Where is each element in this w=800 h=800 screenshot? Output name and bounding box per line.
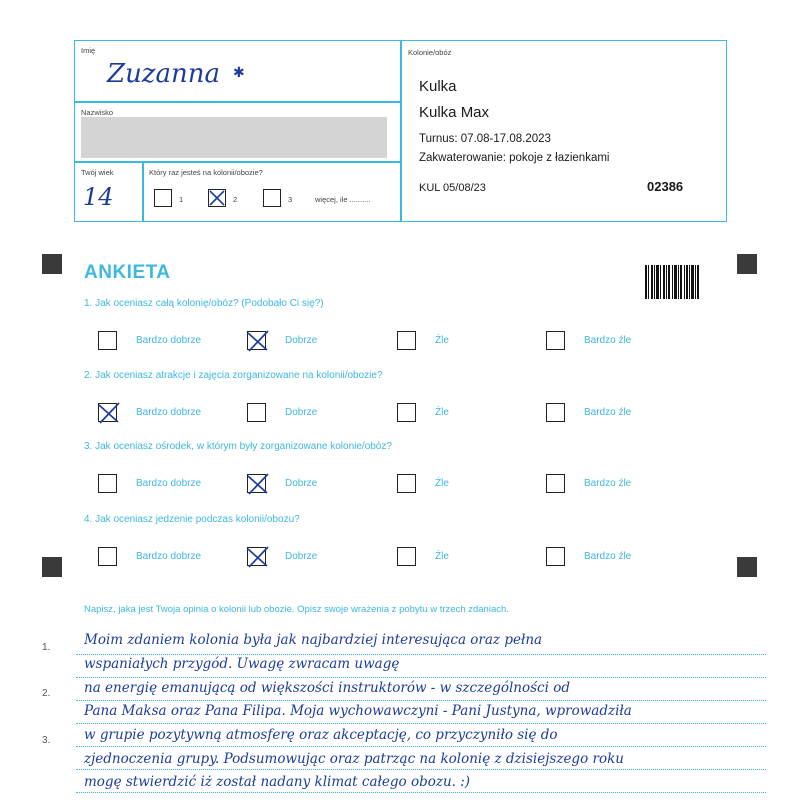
question-2-option-1-label: Bardzo dobrze	[136, 407, 202, 418]
line-number-3: 3.	[42, 735, 51, 746]
question-3-option-4-label: Bardzo źle	[584, 478, 632, 489]
line-number-2: 2.	[42, 688, 51, 699]
question-2-option-4-checkbox[interactable]	[546, 403, 565, 422]
turnus-text: Turnus: 07.08-17.08.2023	[419, 133, 551, 145]
question-1-option-3-checkbox[interactable]	[397, 331, 416, 350]
form-number: 02386	[647, 179, 684, 194]
question-4-option-4-label: Bardzo źle	[584, 551, 632, 562]
writing-line	[76, 700, 766, 701]
camp-name-2: Kulka Max	[419, 104, 490, 121]
question-2-text: 2. Jak oceniasz atrakcje i zajęcia zorganizowane na kolonii/obozie?	[84, 370, 383, 381]
check-x-icon	[244, 544, 271, 571]
writing-line	[76, 654, 766, 655]
registration-mark-top-left	[42, 254, 62, 274]
handwritten-line-4: Pana Maksa oraz Pana Filipa. Moja wychowawczyni - Pani Justyna, wprowadziła	[84, 703, 632, 719]
registration-mark-top-right	[737, 254, 757, 274]
header-divider-name	[75, 101, 400, 103]
survey-title: ANKIETA	[84, 262, 171, 283]
check-x-icon	[244, 471, 271, 498]
writing-line	[76, 723, 766, 724]
zakwaterowanie-text: Zakwaterowanie: pokoje z łazienkami	[419, 152, 610, 164]
opinion-instruction: Napisz, jaka jest Twoja opinia o kolonii lub obozie. Opisz swoje wrażenia z pobytu w trzech zdaniach.	[84, 604, 509, 615]
ktory-raz-checkbox-1[interactable]	[154, 189, 172, 207]
ktory-raz-checkbox-2[interactable]	[208, 189, 226, 207]
header-divider-surname	[75, 161, 400, 163]
question-4-option-3-checkbox[interactable]	[397, 547, 416, 566]
registration-mark-bottom-left	[42, 557, 62, 577]
question-1-option-3-label: Źle	[435, 335, 449, 346]
question-2-option-3-label: Źle	[435, 407, 449, 418]
question-4-text: 4. Jak oceniasz jedzenie podczas kolonii/obozu?	[84, 514, 300, 525]
question-2-option-2-label: Dobrze	[285, 407, 318, 418]
handwritten-line-1: Moim zdaniem kolonia była jak najbardziej interesująca oraz pełna	[84, 632, 543, 648]
imie-value: Zuzanna	[107, 59, 221, 89]
handwritten-line-5: w grupie pozytywną atmosferę oraz akceptację, co przyczyniło się do	[84, 727, 558, 743]
barcode-icon	[645, 265, 699, 299]
nazwisko-redacted	[81, 117, 387, 158]
writing-line	[76, 769, 766, 770]
question-3-option-1-label: Bardzo dobrze	[136, 478, 202, 489]
question-3-option-3-label: Źle	[435, 478, 449, 489]
header-form-box	[74, 40, 727, 222]
writing-line	[76, 677, 766, 678]
camp-code: KUL 05/08/23	[419, 182, 486, 194]
nazwisko-label: Nazwisko	[81, 108, 114, 117]
question-3-option-2-label: Dobrze	[285, 478, 318, 489]
question-4-option-2-checkbox[interactable]	[247, 547, 266, 566]
question-4-option-3-label: Źle	[435, 551, 449, 562]
question-4-option-1-label: Bardzo dobrze	[136, 551, 202, 562]
question-1-option-1-checkbox[interactable]	[98, 331, 117, 350]
check-x-icon	[244, 328, 271, 355]
registration-mark-bottom-right	[737, 557, 757, 577]
handwritten-line-6: zjednoczenia grupy. Podsumowując oraz patrząc na kolonię z dzisiejszego roku	[84, 751, 624, 767]
question-2-option-1-checkbox[interactable]	[98, 403, 117, 422]
question-1-option-1-label: Bardzo dobrze	[136, 335, 202, 346]
question-3-option-1-checkbox[interactable]	[98, 474, 117, 493]
question-3-option-2-checkbox[interactable]	[247, 474, 266, 493]
handwritten-line-7: mogę stwierdzić iż został nadany klimat całego obozu. :)	[84, 774, 471, 790]
wiek-value: 14	[83, 183, 114, 211]
handwritten-line-3: na energię emanującą od większości instruktorów - w szczególności od	[84, 680, 570, 696]
question-3-text: 3. Jak oceniasz ośrodek, w którym były zorganizowane kolonie/obóz?	[84, 441, 392, 452]
question-1-option-4-checkbox[interactable]	[546, 331, 565, 350]
ktory-raz-label: Który raz jesteś na kolonii/obozie?	[149, 168, 263, 177]
writing-line	[76, 792, 766, 793]
scribble-mark: ✱	[233, 65, 245, 81]
handwritten-line-2: wspaniałych przygód. Uwagę zwracam uwagę	[84, 656, 400, 672]
question-3-option-4-checkbox[interactable]	[546, 474, 565, 493]
writing-line	[76, 746, 766, 747]
ktory-raz-checkbox-3[interactable]	[263, 189, 281, 207]
ktory-raz-option-3: 3	[288, 195, 293, 204]
ktory-raz-option-2: 2	[233, 195, 238, 204]
question-4-option-2-label: Dobrze	[285, 551, 318, 562]
question-2-option-3-checkbox[interactable]	[397, 403, 416, 422]
header-divider-vertical	[400, 41, 402, 221]
ktory-raz-option-1: 1	[179, 195, 184, 204]
question-1-option-2-label: Dobrze	[285, 335, 318, 346]
question-4-option-1-checkbox[interactable]	[98, 547, 117, 566]
check-x-icon	[95, 400, 122, 427]
question-2-option-2-checkbox[interactable]	[247, 403, 266, 422]
question-3-option-3-checkbox[interactable]	[397, 474, 416, 493]
question-1-option-4-label: Bardzo źle	[584, 335, 632, 346]
camp-name-1: Kulka	[419, 78, 457, 95]
question-1-option-2-checkbox[interactable]	[247, 331, 266, 350]
imie-label: Imię	[81, 46, 96, 55]
wiecej-label: więcej, ile ..........	[315, 195, 371, 204]
kolonie-label: Kolonie/obóz	[408, 48, 452, 57]
question-2-option-4-label: Bardzo źle	[584, 407, 632, 418]
line-number-1: 1.	[42, 642, 51, 653]
header-divider-age	[142, 161, 144, 221]
question-4-option-4-checkbox[interactable]	[546, 547, 565, 566]
check-x-icon	[208, 189, 226, 207]
question-1-text: 1. Jak oceniasz całą kolonię/obóz? (Podobało Ci się?)	[84, 298, 324, 309]
wiek-label: Twój wiek	[81, 168, 114, 177]
